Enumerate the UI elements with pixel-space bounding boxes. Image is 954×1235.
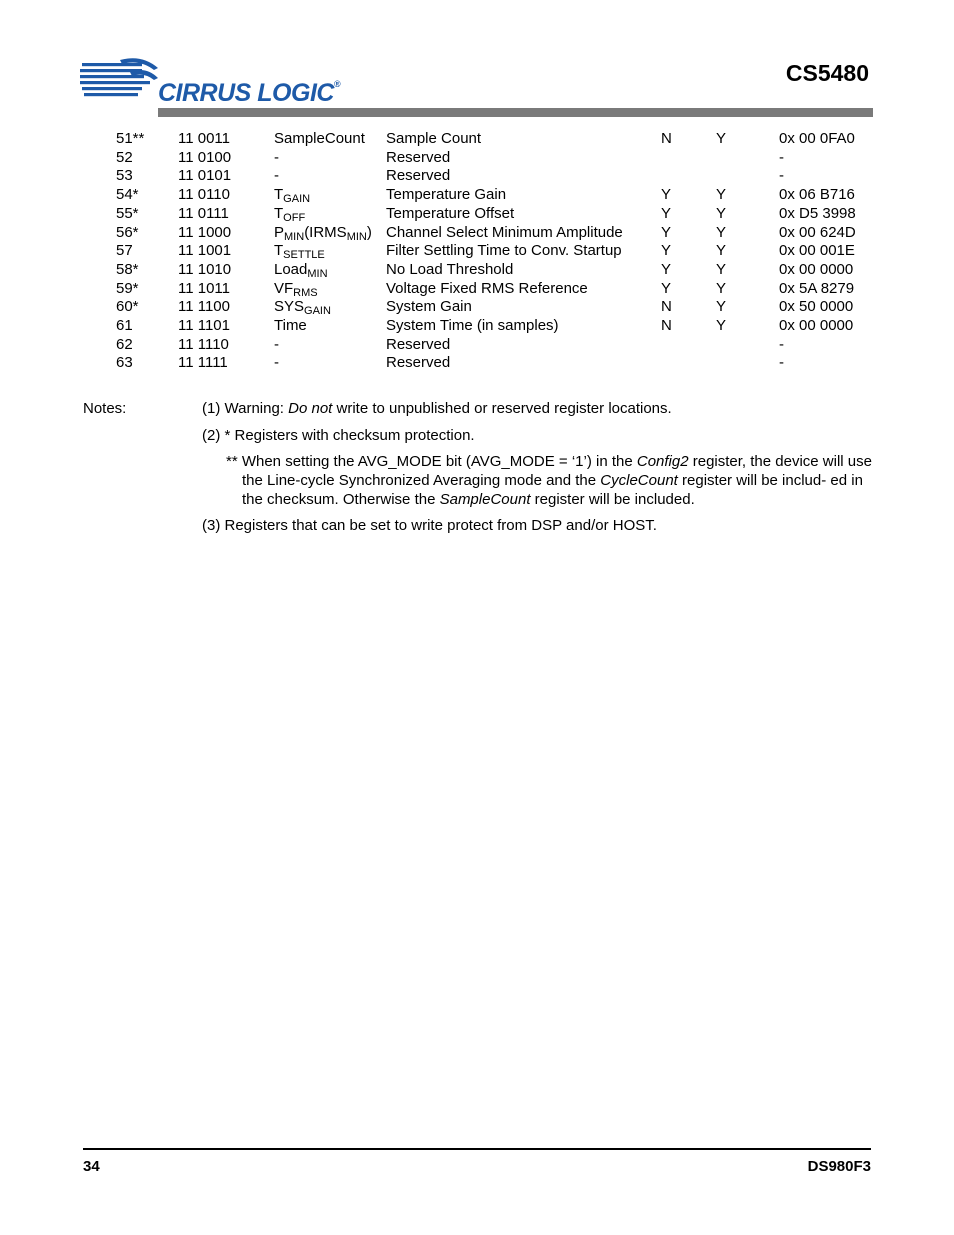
register-default: - xyxy=(779,167,784,185)
register-address: 55* xyxy=(116,204,139,222)
register-name-end: ) xyxy=(366,223,372,241)
register-name-main: - xyxy=(274,354,279,372)
register-row xyxy=(0,205,954,223)
register-name-main: - xyxy=(274,167,279,185)
notes-label: Notes: xyxy=(83,400,127,417)
register-row xyxy=(0,167,954,185)
register-default: - xyxy=(779,148,784,166)
register-name-sub: GAIN xyxy=(304,305,331,318)
register-description: Filter Settling Time to Conv. Startup xyxy=(386,242,622,260)
register-name-main: - xyxy=(274,335,279,353)
document-id: DS980F3 xyxy=(807,1158,871,1175)
register-name-main: Load xyxy=(274,260,308,278)
register-description: Voltage Fixed RMS Reference xyxy=(386,279,588,297)
register-name-after: (IRMS xyxy=(304,223,347,241)
register-flag-1: Y xyxy=(661,242,672,260)
register-flag-2: Y xyxy=(716,242,727,260)
note-1-suffix: write to unpublished or reserved register locations. xyxy=(332,400,672,417)
register-default: 0x 06 B716 xyxy=(779,186,855,204)
register-name xyxy=(274,298,331,316)
register-default: 0x 00 0000 xyxy=(779,317,854,334)
register-name xyxy=(274,130,365,148)
register-row xyxy=(0,149,954,167)
register-flag-1: Y xyxy=(661,279,672,297)
note-2b-part-d: register will be included. xyxy=(530,491,695,508)
register-name xyxy=(274,336,279,354)
register-name-main: T xyxy=(274,204,284,222)
register-flag-1: Y xyxy=(661,223,672,241)
register-name xyxy=(274,354,279,372)
register-binary: 11 0111 xyxy=(178,204,229,222)
register-name-sub: MIN xyxy=(284,230,305,243)
register-description: System Time (in samples) xyxy=(386,317,559,334)
footer-rule xyxy=(83,1148,871,1150)
register-flag-2: Y xyxy=(716,223,727,241)
register-address: 63 xyxy=(116,354,133,372)
note-1-emphasis: Do not xyxy=(288,400,333,417)
logo-wordmark-text: CIRRUS LOGIC xyxy=(158,79,334,107)
register-address: 61 xyxy=(116,317,133,334)
register-default: 0x D5 3998 xyxy=(779,204,856,222)
register-address: 53 xyxy=(116,167,133,185)
register-binary: 11 1100 xyxy=(178,298,230,316)
register-description: Reserved xyxy=(386,167,451,185)
register-binary: 11 1000 xyxy=(178,223,232,241)
register-flag-1: N xyxy=(661,298,672,316)
register-binary: 11 0101 xyxy=(178,167,232,185)
note-2b-part-b: register, the device will use the Line-cycle Synchronized Averaging mode and the xyxy=(242,453,872,489)
register-flag-1: N xyxy=(661,317,672,334)
register-name xyxy=(274,167,279,185)
register-flag-2: Y xyxy=(716,186,727,204)
register-default: 0x 00 0000 xyxy=(779,260,854,278)
register-flag-2: Y xyxy=(716,204,727,222)
note-2b-part-c: register will be includ- ed in the checksum. Otherwise the xyxy=(242,472,863,508)
note-1-prefix: (1) Warning: xyxy=(202,400,289,417)
register-description: Temperature Offset xyxy=(386,204,515,222)
register-address: 57 xyxy=(116,242,133,260)
register-description: Reserved xyxy=(386,335,451,353)
register-binary: 11 1111 xyxy=(178,354,228,372)
register-name xyxy=(274,261,328,279)
note-2: (2) * Registers with checksum protection. xyxy=(202,427,475,444)
register-name-main: Time xyxy=(274,317,307,334)
register-description: System Gain xyxy=(386,298,472,316)
header-rule xyxy=(158,108,873,117)
register-address: 51** xyxy=(116,130,145,147)
register-description: Reserved xyxy=(386,148,451,166)
register-name-sub2: MIN xyxy=(346,230,367,243)
register-name xyxy=(274,317,307,335)
register-binary: 11 0011 xyxy=(178,130,230,147)
logo-wordmark xyxy=(158,79,340,108)
register-binary: 11 1101 xyxy=(178,317,230,334)
register-name xyxy=(274,242,325,260)
register-name xyxy=(274,186,310,204)
register-flag-1: N xyxy=(661,130,672,147)
register-row xyxy=(0,298,954,316)
register-flag-1: Y xyxy=(661,204,672,222)
note-2b-part-a: ** When setting the AVG_MODE bit (AVG_MODE = ‘1’) in the xyxy=(226,453,637,470)
register-name-main: T xyxy=(274,186,284,204)
note-3: (3) Registers that can be set to write protect from DSP and/or HOST. xyxy=(202,517,657,534)
register-name-sub: RMS xyxy=(293,286,318,299)
register-default: - xyxy=(779,335,784,353)
register-name-main: SampleCount xyxy=(274,130,365,147)
register-row xyxy=(0,186,954,204)
register-default: 0x 00 0FA0 xyxy=(779,130,855,147)
register-name-sub: MIN xyxy=(307,267,328,280)
register-row xyxy=(0,354,954,372)
register-row xyxy=(0,280,954,298)
register-name xyxy=(274,280,318,298)
registered-mark: ® xyxy=(333,79,341,89)
register-flag-2: Y xyxy=(716,298,727,316)
register-name xyxy=(274,224,372,242)
register-name-sub: OFF xyxy=(283,211,306,224)
register-address: 60* xyxy=(116,298,139,316)
register-address: 52 xyxy=(116,148,133,166)
register-address: 58* xyxy=(116,260,139,278)
register-name-main: SYS xyxy=(274,298,305,316)
register-binary: 11 1011 xyxy=(178,279,230,297)
note-2-double-asterisk xyxy=(226,452,876,509)
note-2b-cyclecount: CycleCount xyxy=(600,472,678,489)
register-address: 59* xyxy=(116,279,139,297)
note-2b-samplecount: SampleCount xyxy=(439,491,531,508)
register-name-sub: SETTLE xyxy=(283,249,325,262)
document-title: CS5480 xyxy=(785,60,869,86)
register-flag-1: Y xyxy=(661,260,672,278)
register-row xyxy=(0,130,954,148)
register-name-main: T xyxy=(274,242,284,260)
register-row xyxy=(0,242,954,260)
register-address: 62 xyxy=(116,335,133,353)
register-address: 56* xyxy=(116,223,139,241)
register-address: 54* xyxy=(116,186,139,204)
register-binary: 11 1001 xyxy=(178,242,232,260)
register-binary: 11 1110 xyxy=(178,335,229,353)
register-name-main: VF xyxy=(274,279,294,297)
register-name xyxy=(274,149,279,167)
register-name-main: - xyxy=(274,148,279,166)
register-binary: 11 0100 xyxy=(178,148,232,166)
register-default: 0x 00 001E xyxy=(779,242,855,260)
register-description: No Load Threshold xyxy=(386,260,514,278)
register-description: Reserved xyxy=(386,354,451,372)
note-2b-config2: Config2 xyxy=(636,453,689,470)
register-flag-2: Y xyxy=(716,279,727,297)
register-flag-2: Y xyxy=(716,130,727,147)
register-default: 0x 50 0000 xyxy=(779,298,854,316)
register-description: Sample Count xyxy=(386,130,482,147)
register-flag-2: Y xyxy=(716,317,727,334)
register-flag-2: Y xyxy=(716,260,727,278)
register-default: 0x 00 624D xyxy=(779,223,856,241)
register-row xyxy=(0,261,954,279)
register-flag-1: Y xyxy=(661,186,672,204)
register-binary: 11 1010 xyxy=(178,260,232,278)
register-name-main: P xyxy=(274,223,285,241)
register-binary: 11 0110 xyxy=(178,186,230,204)
register-description: Temperature Gain xyxy=(386,186,507,204)
register-row xyxy=(0,336,954,354)
register-name xyxy=(274,205,305,223)
note-1 xyxy=(202,399,672,418)
register-description: Channel Select Minimum Amplitude xyxy=(386,223,623,241)
page-number: 34 xyxy=(83,1158,100,1175)
register-name-sub: GAIN xyxy=(283,193,311,206)
register-default: 0x 5A 8279 xyxy=(779,279,855,297)
register-row xyxy=(0,224,954,242)
register-default: - xyxy=(779,354,784,372)
register-row xyxy=(0,317,954,335)
